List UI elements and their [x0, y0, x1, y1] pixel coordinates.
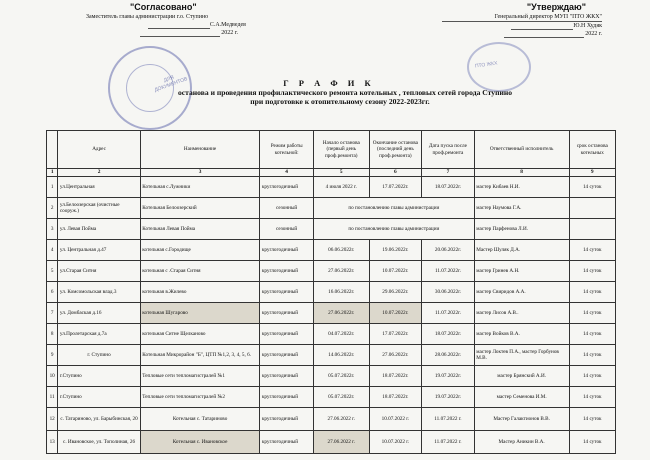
row-address: ул.Старая Ситня — [58, 261, 140, 282]
row-start: 16.06.2022г. — [313, 282, 369, 303]
row-launch: 18.07.2022г. — [422, 324, 475, 345]
row-address: с. Ивановское, ул. Тополиная, 26 — [58, 431, 140, 454]
agreed-position: Заместитель главы администрации г.о. Ступино — [86, 14, 209, 20]
row-end: 19.06.2022г. — [369, 240, 422, 261]
column-number: 9 — [569, 169, 615, 177]
row-address: г. Ступино — [58, 345, 140, 366]
column-number: 4 — [260, 169, 314, 177]
row-duration: 14 суток — [569, 303, 615, 324]
row-duration — [569, 219, 615, 240]
agreed-heading: "Согласовано" — [130, 2, 197, 12]
table-row — [47, 366, 616, 387]
row-mode: круглогодичный — [260, 303, 314, 324]
row-mode: круглогодичный — [260, 366, 314, 387]
row-end: 10.07.2022 г. — [369, 408, 422, 431]
row-launch: 28.06.2022г. — [422, 345, 475, 366]
row-responsible: мастер Свиридов А.А. — [474, 282, 569, 303]
round-stamp-left-text: ДЛЯ ДОКУМЕНТОВ — [153, 74, 189, 94]
row-number: 10 — [47, 366, 58, 387]
row-end: 10.07.2022г. — [369, 261, 422, 282]
approved-name: Ю.Н Худяк — [573, 23, 602, 29]
row-launch: 11.07.2022 г. — [422, 431, 475, 454]
column-number: 8 — [474, 169, 569, 177]
row-number: 6 — [47, 282, 58, 303]
row-responsible: мастер Кибаев Н.И. — [474, 177, 569, 198]
header-duration: срок останова котельных — [569, 131, 615, 169]
schedule-table — [46, 130, 616, 454]
row-mode: круглогодичный — [260, 431, 314, 454]
header-end: Окончание останова (последний день проф.ремонта) — [369, 131, 422, 169]
row-end: 27.06.2022г. — [369, 345, 422, 366]
row-period-note: по постановлению главы администрации — [313, 219, 474, 240]
row-name: котельная с.Городище — [140, 240, 260, 261]
row-duration — [569, 198, 615, 219]
row-start: 27.06.2022г. — [313, 303, 369, 324]
column-number: 5 — [313, 169, 369, 177]
row-launch: 19.07.2022г. — [422, 387, 475, 408]
row-start: 27.06.2022г. — [313, 261, 369, 282]
row-mode: круглогодичный — [260, 261, 314, 282]
row-number: 13 — [47, 431, 58, 454]
column-number: 6 — [369, 169, 422, 177]
row-name: Котельная Микрорайон "Б", ЦТП №1,2, 3, 4, 5, 6. — [140, 345, 260, 366]
row-address: ул. Комсомольская влад.3 — [58, 282, 140, 303]
row-responsible: мастер Войков В.А. — [474, 324, 569, 345]
table-row — [47, 240, 616, 261]
approved-block — [442, 2, 602, 38]
row-duration: 14 суток — [569, 324, 615, 345]
column-number: 2 — [58, 169, 140, 177]
row-mode: круглогодичный — [260, 240, 314, 261]
agreed-date-underline — [140, 31, 220, 37]
row-end: 17.07.2022г. — [369, 177, 422, 198]
row-end: 29.06.2022г. — [369, 282, 422, 303]
approved-heading: "Утверждаю" — [526, 2, 586, 12]
row-address: с. Татариново, ул. Барыбинская, 20 — [58, 408, 140, 431]
approved-signature-line — [442, 22, 602, 30]
column-number-row — [47, 169, 616, 177]
row-mode: круглогодичный — [260, 177, 314, 198]
row-mode: круглогодичный — [260, 408, 314, 431]
row-duration: 14 суток — [569, 282, 615, 303]
agreed-year: 2022 г. — [221, 30, 238, 36]
row-name: Тепловые сети тепломагистралей №2 — [140, 387, 260, 408]
title-line-1: останова и проведения профилактического ремонта котельных , тепловых сетей города Ступино — [178, 88, 512, 97]
column-number: 1 — [47, 169, 58, 177]
row-name: Котельная с. Ивановское — [140, 431, 260, 454]
row-end: 10.07.2022г. — [369, 303, 422, 324]
row-end: 18.07.2022г. — [369, 366, 422, 387]
row-duration: 14 суток — [569, 177, 615, 198]
row-start: 06.06.2022г. — [313, 240, 369, 261]
row-end: 10.07.2022 г. — [369, 431, 422, 454]
row-mode: сезонный — [260, 219, 314, 240]
agreed-signature-line — [86, 21, 246, 29]
row-responsible: Мастер Шуляк Д.А. — [474, 240, 569, 261]
row-address: ул. Домбаская д.16 — [58, 303, 140, 324]
row-responsible: Мастер Галактионов В.В. — [474, 408, 569, 431]
header-responsible: Ответственный исполнитель — [474, 131, 569, 169]
row-start: 04.07.2022г. — [313, 324, 369, 345]
header-start: Начало останова (первый день проф.ремонта) — [313, 131, 369, 169]
round-stamp-right-text: ПТО ЖКХ — [474, 60, 498, 70]
row-name: Котельная с. Татариново — [140, 408, 260, 431]
row-end: 18.07.2022г. — [369, 387, 422, 408]
table-row — [47, 408, 616, 431]
row-number: 4 — [47, 240, 58, 261]
title-word: Г Р А Ф И К — [283, 78, 375, 88]
row-address: ул. Центральная д.47 — [58, 240, 140, 261]
row-launch: 11.07.2022г. — [422, 261, 475, 282]
header-cell — [47, 131, 58, 169]
row-launch: 30.06.2022г. — [422, 282, 475, 303]
title-line-2: при подготовке к отопительному сезону 2022-2023гг. — [250, 97, 430, 106]
row-launch: 20.06.2022г. — [422, 240, 475, 261]
row-start: 27.06.2022 г. — [313, 431, 369, 454]
agreed-date-line — [86, 29, 238, 37]
row-responsible: мастер Наумова Г.А. — [474, 198, 569, 219]
row-duration: 14 суток — [569, 240, 615, 261]
agreed-name: С.А.Медведев — [209, 22, 246, 28]
row-duration: 14 суток — [569, 408, 615, 431]
table-row — [47, 198, 616, 219]
row-responsible: мастер Лисов А.В.. — [474, 303, 569, 324]
row-responsible: мастер Брянский А.И. — [474, 366, 569, 387]
row-responsible: мастер Гринев А.Н. — [474, 261, 569, 282]
approved-date-underline — [504, 32, 584, 38]
row-address: г.Ступино — [58, 366, 140, 387]
table-row — [47, 282, 616, 303]
table-header-row — [47, 131, 616, 169]
row-mode: круглогодичный — [260, 282, 314, 303]
approved-date-line — [442, 30, 602, 38]
row-duration: 14 суток — [569, 345, 615, 366]
row-name: Котельная с.Лужники — [140, 177, 260, 198]
row-mode: круглогодичный — [260, 324, 314, 345]
row-mode: сезонный — [260, 198, 314, 219]
row-number: 2 — [47, 198, 58, 219]
row-responsible: мастер Семенова И.М. — [474, 387, 569, 408]
row-name: котельная в.Жилево — [140, 282, 260, 303]
row-start: 05.07.2022г. — [313, 387, 369, 408]
table-row — [47, 324, 616, 345]
agreed-block — [86, 2, 276, 37]
row-number: 12 — [47, 408, 58, 431]
table-row — [47, 261, 616, 282]
row-mode: круглогодичный — [260, 345, 314, 366]
row-start: 14.06.2022г. — [313, 345, 369, 366]
table-row — [47, 431, 616, 454]
table-row — [47, 345, 616, 366]
row-address: ул. Левая Пойма — [58, 219, 140, 240]
row-address: ул.Пролетарская д.7а — [58, 324, 140, 345]
row-launch: 18.07.2022г. — [422, 177, 475, 198]
row-duration: 14 суток — [569, 366, 615, 387]
row-start: 05.07.2022г. — [313, 366, 369, 387]
row-address: ул.Центральная — [58, 177, 140, 198]
table-row — [47, 303, 616, 324]
row-responsible: мастер Локтев П.А., мастер Горбунов М.В. — [474, 345, 569, 366]
row-mode: круглогодичный — [260, 387, 314, 408]
row-number: 11 — [47, 387, 58, 408]
header-name: Наименование — [140, 131, 260, 169]
row-start: 4 июля 2022 г. — [313, 177, 369, 198]
row-name: Тепловые сети тепломагистралей №1 — [140, 366, 260, 387]
header-address: Адрес — [58, 131, 140, 169]
row-start: 27.06.2022 г. — [313, 408, 369, 431]
row-number: 7 — [47, 303, 58, 324]
row-address: г.Ступино — [58, 387, 140, 408]
row-name: котельная с .Старая Ситня — [140, 261, 260, 282]
table-row — [47, 387, 616, 408]
row-number: 5 — [47, 261, 58, 282]
table-row — [47, 219, 616, 240]
row-duration: 14 суток — [569, 387, 615, 408]
row-launch: 11.07.2022г. — [422, 303, 475, 324]
column-number: 3 — [140, 169, 260, 177]
row-launch: 11.07.2022 г. — [422, 408, 475, 431]
row-name: котельная Ситне Щелканово — [140, 324, 260, 345]
header-launch: Дата пуска после проф.ремонта — [422, 131, 475, 169]
row-name: Котельная Левая Пойма — [140, 219, 260, 240]
row-number: 1 — [47, 177, 58, 198]
row-period-note: по постановлению главы администрации — [313, 198, 474, 219]
row-number: 9 — [47, 345, 58, 366]
row-duration: 14 суток — [569, 431, 615, 454]
row-end: 17.07.2022г. — [369, 324, 422, 345]
column-number: 7 — [422, 169, 475, 177]
row-number: 8 — [47, 324, 58, 345]
header-mode: Режим работы котельной: — [260, 131, 314, 169]
table-row — [47, 177, 616, 198]
row-responsible: Мастер Аникин В.А. — [474, 431, 569, 454]
row-responsible: мастер Парфенова Л.И. — [474, 219, 569, 240]
row-launch: 19.07.2022г. — [422, 366, 475, 387]
document-title — [0, 78, 650, 106]
row-name: Котельная Белоозерский — [140, 198, 260, 219]
approved-position: Генеральный директор МУП "ПТО ЖКХ" — [442, 13, 602, 22]
row-duration: 14 суток — [569, 261, 615, 282]
row-name: котельная Шугарово — [140, 303, 260, 324]
approved-year: 2022 г. — [585, 31, 602, 37]
row-address: ул.Белоозерская (очистные сооруж.) — [58, 198, 140, 219]
row-number: 3 — [47, 219, 58, 240]
